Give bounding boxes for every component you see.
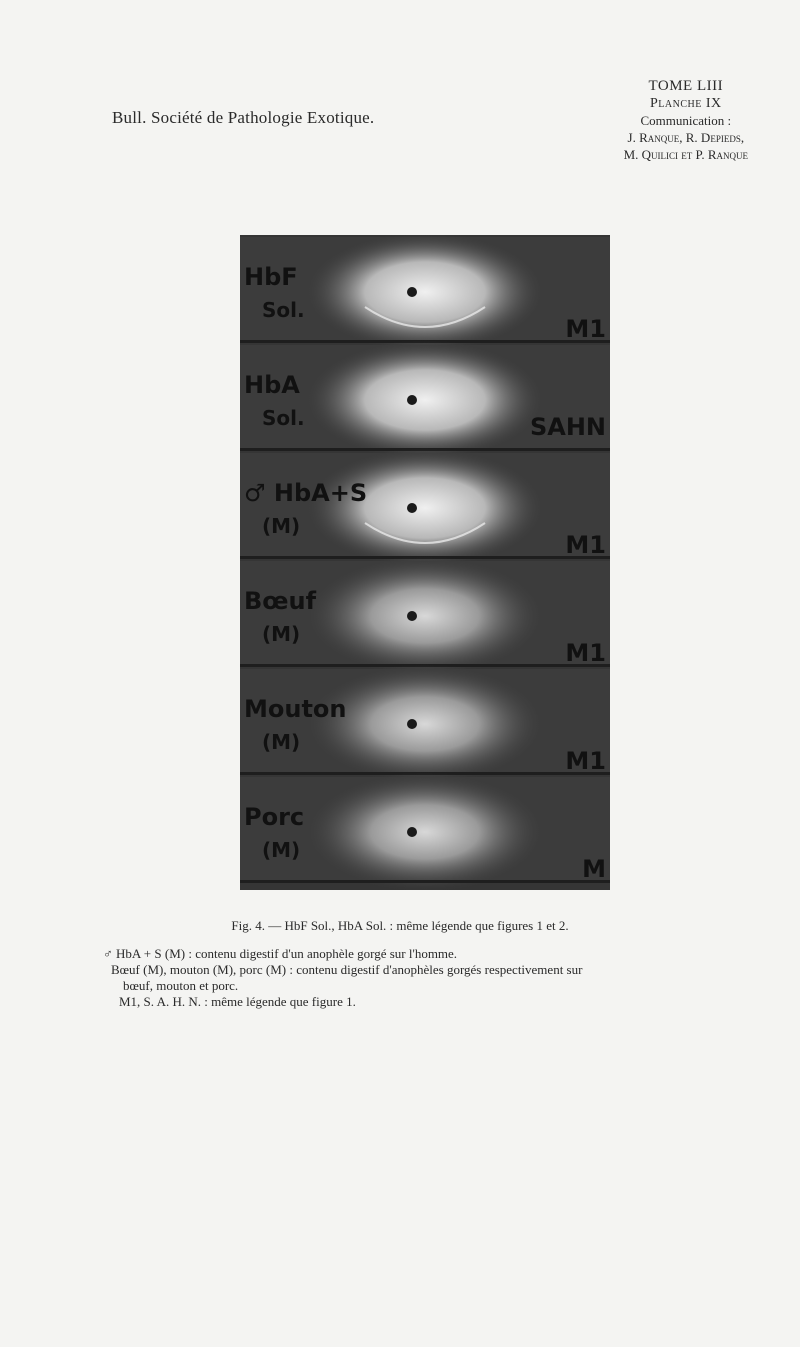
planche-label: Planche IX [649, 96, 722, 111]
authors-line-2: M. Quilici et P. Ranque [623, 147, 748, 162]
communication-label: Communication : [640, 113, 732, 128]
gel-strip [240, 664, 610, 784]
gel-strip [240, 448, 610, 568]
strip-label-left: HbA [244, 371, 300, 399]
legend-line-hba-s: ♂ HbA + S (M) : contenu digestif d'un anophèle gorgé sur l'homme. [103, 946, 458, 961]
tome-label: TOME LIII [648, 78, 724, 94]
strip-label-sub: Sol. [262, 298, 305, 322]
strip-label-left: Porc [244, 803, 305, 831]
sample-well [407, 611, 417, 621]
legend-line-m1: M1, S. A. H. N. : même légende que figure 1. [119, 994, 356, 1009]
journal-title: Bull. Société de Pathologie Exotique. [112, 108, 375, 127]
strip-label-right: SAHN [529, 413, 606, 441]
strip-label-left: Bœuf [244, 587, 317, 615]
sample-well [407, 503, 417, 513]
figure-caption: Fig. 4. — HbF Sol., HbA Sol. : même légende que figures 1 et 2. [231, 918, 569, 933]
strip-label-right: M1 [565, 639, 606, 667]
strip-label-left: HbF [244, 263, 298, 291]
electrophoresis-plate-photo [240, 235, 610, 890]
strip-label-sub: (M) [262, 622, 301, 646]
strip-label-left: Mouton [244, 695, 347, 723]
figure-legend [103, 946, 753, 1010]
legend-line-animals-cont: bœuf, mouton et porc. [123, 978, 239, 993]
sample-well [407, 827, 417, 837]
strip-label-sub: (M) [262, 514, 301, 538]
strip-label-right: M1 [565, 531, 606, 559]
strip-label-right: M [582, 855, 606, 883]
strip-label-sub: (M) [262, 838, 301, 862]
sample-well [407, 395, 417, 405]
gel-strip [240, 340, 610, 460]
authors-line-1: J. Ranque, R. Depieds, [627, 130, 745, 145]
plate-header [624, 78, 748, 163]
strip-label-sub: (M) [262, 730, 301, 754]
strip-label-right: M1 [565, 315, 606, 343]
gel-strip [240, 235, 610, 352]
strip-label-sub: Sol. [262, 406, 305, 430]
sample-well [407, 719, 417, 729]
legend-line-animals: Bœuf (M), mouton (M), porc (M) : contenu digestif d'anophèles gorgés respectivement sur [111, 962, 583, 977]
gel-strip [240, 772, 610, 890]
sample-well [407, 287, 417, 297]
strip-label-right: M1 [565, 747, 606, 775]
strip-label-left: ♂ HbA+S [244, 479, 368, 507]
gel-strip [240, 556, 610, 676]
